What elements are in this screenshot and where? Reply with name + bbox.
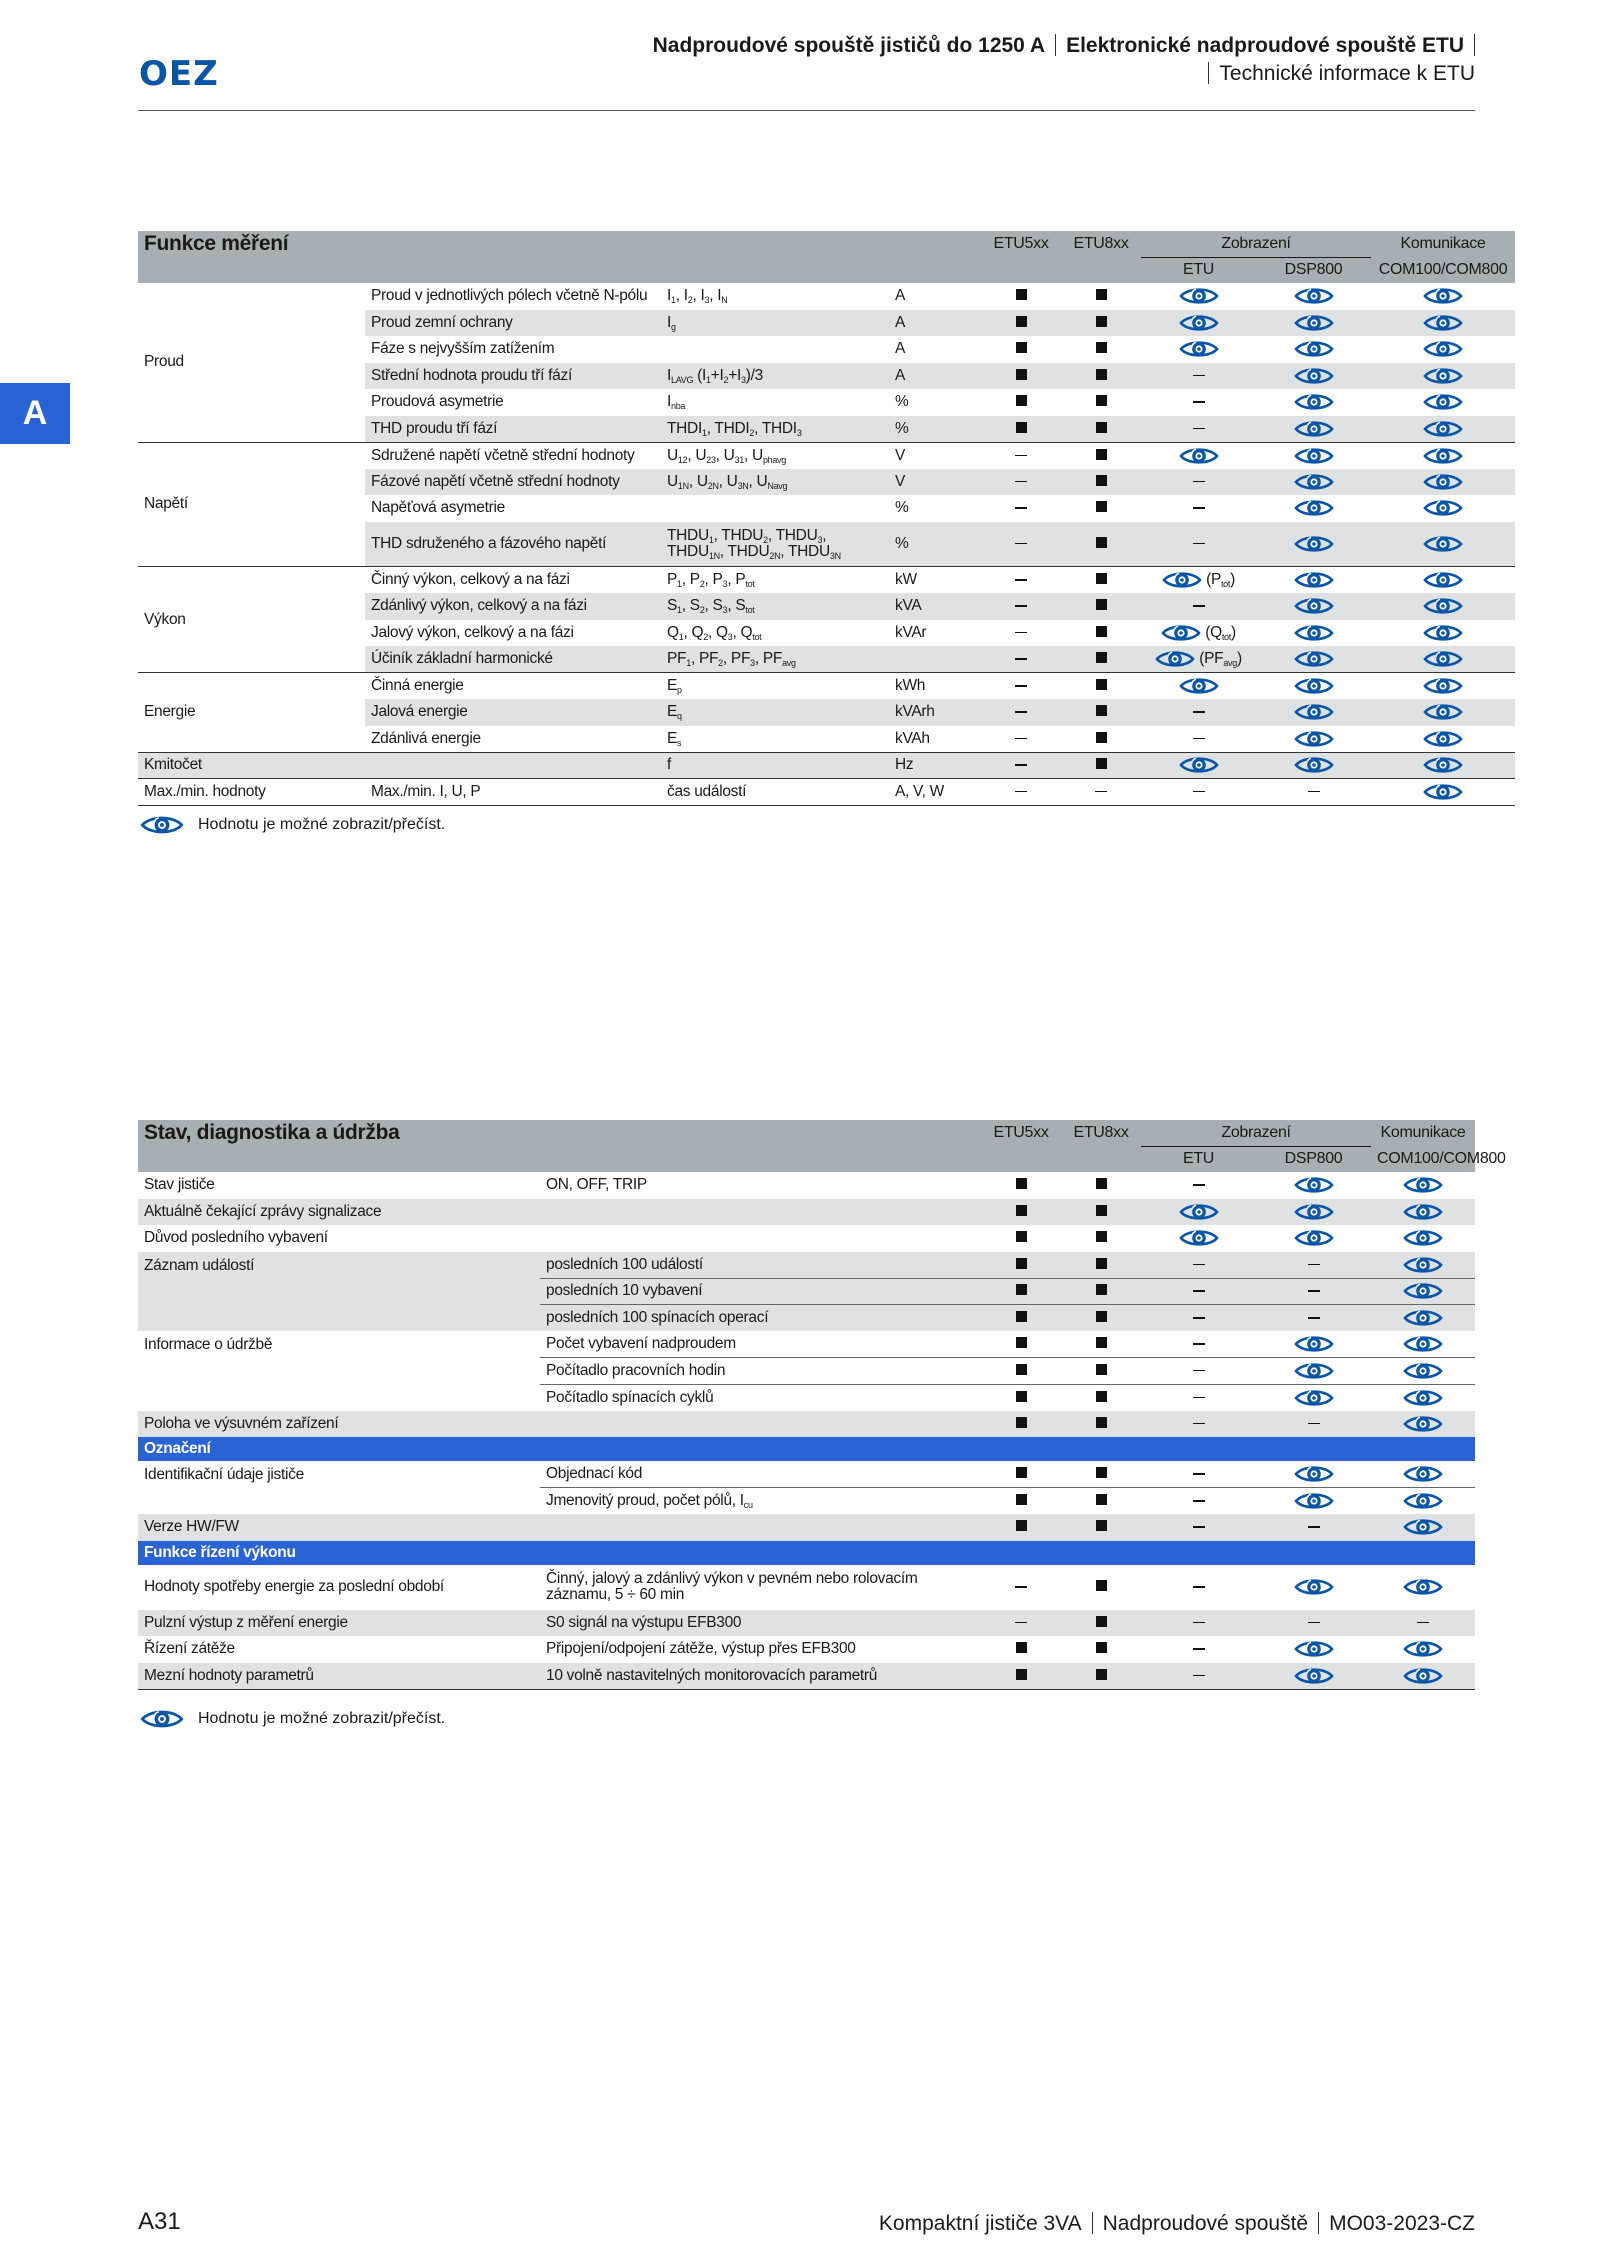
eye-icon	[1294, 728, 1334, 750]
header-title	[653, 34, 1475, 58]
square-icon	[1096, 449, 1107, 460]
eye-icon	[1423, 701, 1463, 723]
eye-icon	[1179, 312, 1219, 334]
square-icon	[1096, 705, 1107, 716]
square-icon	[1096, 758, 1107, 769]
table-row: Řízení zátěže Připojení/odpojení zátěže, výstup přes EFB300	[138, 1636, 1475, 1663]
eye-icon	[1294, 1490, 1334, 1512]
square-icon	[1096, 1494, 1107, 1505]
dash-icon	[1095, 791, 1107, 793]
square-icon	[1096, 1178, 1107, 1189]
dash-icon	[1015, 1586, 1027, 1588]
square-icon	[1096, 289, 1107, 300]
table-row: Hodnoty spotřeby energie za poslední období Činný, jalový a zdánlivý výkon v pevném nebo rolovacím záznamu, 5 ÷ 60 min	[138, 1565, 1475, 1610]
group-label: Proud	[138, 283, 365, 442]
section-title: Funkce řízení výkonu	[138, 1541, 1475, 1565]
dash-icon	[1308, 1423, 1320, 1425]
eye-icon	[1294, 648, 1334, 670]
dash-icon	[1015, 711, 1027, 713]
table-row: Zdánlivá energie $E_s$ kVAh	[138, 726, 1515, 753]
table-row: Proud zemní ochrany $I_g$ A	[138, 310, 1515, 337]
eye-icon	[1423, 569, 1463, 591]
eye-icon	[1423, 418, 1463, 440]
table-row: Jalová energie $E_q$ kVArh	[138, 699, 1515, 726]
table-row: Fázové napětí včetně střední hodnoty $U_{1N}$, $U_{2N}$, $U_{3N}$, $U_{Navg}$ V	[138, 469, 1515, 496]
eye-icon	[1403, 1201, 1443, 1223]
eye-icon	[1403, 1413, 1443, 1435]
eye-icon	[1423, 728, 1463, 750]
col-etu8: ETU8xx	[1061, 1120, 1141, 1146]
eye-icon	[1179, 285, 1219, 307]
dash-icon	[1193, 375, 1205, 377]
dash-icon	[1308, 791, 1320, 793]
square-icon	[1016, 1231, 1027, 1242]
eye-icon	[1423, 471, 1463, 493]
eye-icon	[1403, 1254, 1443, 1276]
dash-icon	[1193, 543, 1205, 545]
eye-icon	[1294, 569, 1334, 591]
dash-icon	[1193, 1526, 1205, 1528]
square-icon	[1016, 316, 1027, 327]
eye-icon	[1294, 497, 1334, 519]
square-icon	[1096, 501, 1107, 512]
eye-icon	[1294, 1201, 1334, 1223]
eye-icon	[1423, 445, 1463, 467]
dash-icon	[1193, 1370, 1205, 1372]
square-icon	[1016, 1669, 1027, 1680]
table-row: Počítadlo spínacích cyklů	[138, 1384, 1475, 1411]
square-icon	[1016, 342, 1027, 353]
dash-icon	[1015, 791, 1027, 793]
legend: Hodnotu je možné zobrazit/přečíst.	[140, 813, 445, 837]
square-icon	[1096, 679, 1107, 690]
square-icon	[1016, 1311, 1027, 1322]
square-icon	[1096, 626, 1107, 637]
table-row: Počítadlo pracovních hodin	[138, 1358, 1475, 1385]
table-row: Zdánlivý výkon, celkový a na fázi $S_1$, $S_2$, $S_3$, $S_{tot}$ kVA	[138, 593, 1515, 620]
section-row	[138, 1541, 1475, 1565]
dash-icon	[1193, 1184, 1205, 1186]
table-row: Výkon Činný výkon, celkový a na fázi $P_1$, $P_2$, $P_3$, $P_{tot}$ kW $(P_{tot})$	[138, 567, 1515, 594]
eye-icon	[1294, 622, 1334, 644]
square-icon	[1096, 1258, 1107, 1269]
eye-icon	[1294, 391, 1334, 413]
table-row: Mezní hodnoty parametrů 10 volně nastavitelných monitorovacích parametrů	[138, 1663, 1475, 1690]
table-row: Napětí Sdružené napětí včetně střední hodnoty $U_{12}$, $U_{23}$, $U_{31}$, $U_{phavg}$ V	[138, 442, 1515, 469]
eye-icon	[1423, 648, 1463, 670]
eye-icon	[140, 813, 184, 837]
section-title: Označení	[138, 1437, 1475, 1461]
dash-icon	[1193, 1290, 1205, 1292]
eye-icon	[1179, 675, 1219, 697]
dash-icon	[1193, 481, 1205, 483]
table-row: Proud Proud v jednotlivých pólech včetně N-pólu $I_1$, $I_2$, $I_3$, $I_N$ A	[138, 283, 1515, 310]
eye-icon	[1423, 595, 1463, 617]
eye-icon	[1294, 338, 1334, 360]
square-icon	[1096, 1364, 1107, 1375]
square-icon	[1016, 1417, 1027, 1428]
dash-icon	[1308, 1290, 1320, 1292]
dash-icon	[1193, 1397, 1205, 1399]
group-label: Energie	[138, 673, 365, 753]
eye-icon	[1294, 533, 1334, 555]
col-etu5: ETU5xx	[981, 231, 1061, 257]
square-icon	[1016, 1364, 1027, 1375]
table-row: Kmitočet f Hz	[138, 752, 1515, 779]
square-icon	[1096, 342, 1107, 353]
eye-icon	[1423, 285, 1463, 307]
dash-icon	[1015, 543, 1027, 545]
table-row: Max./min. hodnoty Max./min. I, U, P čas událostí A, V, W	[138, 779, 1515, 806]
eye-icon	[140, 1707, 184, 1731]
eye-icon	[1423, 338, 1463, 360]
group-label: Výkon	[138, 567, 365, 673]
eye-icon	[1423, 312, 1463, 334]
table-row: Důvod posledního vybavení	[138, 1225, 1475, 1252]
square-icon	[1096, 475, 1107, 486]
eye-icon	[1294, 754, 1334, 776]
table-row: Stav jističe ON, OFF, TRIP	[138, 1172, 1475, 1199]
dash-icon	[1015, 455, 1027, 457]
eye-icon	[1423, 391, 1463, 413]
square-icon	[1096, 395, 1107, 406]
dash-icon	[1015, 658, 1027, 660]
dash-icon	[1308, 1526, 1320, 1528]
col-display: Zobrazení	[1141, 231, 1371, 257]
square-icon	[1096, 422, 1107, 433]
eye-icon	[1294, 365, 1334, 387]
eye-icon	[1162, 569, 1202, 591]
square-icon	[1096, 1337, 1107, 1348]
square-icon	[1096, 1669, 1107, 1680]
table-row: Střední hodnota proudu tří fází $I_{LAVG}$ $(I_1+I_2+I_3)/3$ A	[138, 363, 1515, 390]
square-icon	[1096, 1417, 1107, 1428]
dash-icon	[1193, 791, 1205, 793]
eye-icon	[1294, 1227, 1334, 1249]
table-row: posledních 100 spínacích operací	[138, 1305, 1475, 1332]
eye-icon	[1294, 1174, 1334, 1196]
eye-icon	[1294, 701, 1334, 723]
square-icon	[1096, 1231, 1107, 1242]
table-row: posledních 10 vybavení	[138, 1278, 1475, 1305]
dash-icon	[1308, 1264, 1320, 1266]
measurement-functions-table	[138, 231, 1515, 806]
col-etu: ETU	[1141, 257, 1256, 283]
eye-icon	[1294, 285, 1334, 307]
table2-title: Stav, diagnostika a údržba	[138, 1120, 981, 1146]
table-row: Účiník základní harmonické $PF_1$, $PF_2$, $PF_3$, $PF_{avg}$ $(PF_{avg})$	[138, 646, 1515, 673]
square-icon	[1096, 1284, 1107, 1295]
dash-icon	[1193, 1500, 1205, 1502]
square-icon	[1096, 1311, 1107, 1322]
section-tab: A	[0, 383, 70, 444]
eye-icon	[1403, 1307, 1443, 1329]
dash-icon	[1193, 1622, 1205, 1624]
eye-icon	[1403, 1576, 1443, 1598]
dash-icon	[1193, 401, 1205, 403]
eye-icon	[1294, 1360, 1334, 1382]
eye-icon	[1294, 1387, 1334, 1409]
footer-info: Kompaktní jističe 3VA Nadproudové spouště MO03-2023-CZ	[878, 2212, 1475, 2235]
eye-icon	[1179, 754, 1219, 776]
dash-icon	[1193, 1648, 1205, 1650]
square-icon	[1016, 1178, 1027, 1189]
square-icon	[1096, 1520, 1107, 1531]
eye-icon	[1294, 1463, 1334, 1485]
dash-icon	[1193, 711, 1205, 713]
square-icon	[1096, 1391, 1107, 1402]
eye-icon	[1294, 595, 1334, 617]
eye-icon	[1294, 1638, 1334, 1660]
dash-icon	[1193, 1343, 1205, 1345]
dash-icon	[1417, 1622, 1429, 1624]
dash-icon	[1193, 507, 1205, 509]
table-row: Verze HW/FW	[138, 1514, 1475, 1541]
eye-icon	[1403, 1490, 1443, 1512]
square-icon	[1096, 1580, 1107, 1591]
square-icon	[1016, 1284, 1027, 1295]
dash-icon	[1193, 1586, 1205, 1588]
square-icon	[1016, 289, 1027, 300]
square-icon	[1016, 1520, 1027, 1531]
square-icon	[1096, 599, 1107, 610]
col-com: COM100/COM800	[1371, 257, 1515, 283]
square-icon	[1016, 395, 1027, 406]
oez-logo: OEZ	[139, 54, 219, 94]
dash-icon	[1193, 1317, 1205, 1319]
square-icon	[1016, 1467, 1027, 1478]
table-row: Jmenovitý proud, počet pólů, $I_{cu}$	[138, 1488, 1475, 1515]
dash-icon	[1193, 428, 1205, 430]
table-row: Energie Činná energie $E_p$ kWh	[138, 673, 1515, 700]
eye-icon	[1294, 312, 1334, 334]
eye-icon	[1423, 497, 1463, 519]
section-row	[138, 1437, 1475, 1461]
eye-icon	[1423, 622, 1463, 644]
col-comm: Komunikace	[1371, 1120, 1475, 1146]
eye-icon	[1179, 338, 1219, 360]
col-dsp: DSP800	[1256, 257, 1371, 283]
dash-icon	[1015, 507, 1027, 509]
square-icon	[1096, 573, 1107, 584]
dash-icon	[1193, 1473, 1205, 1475]
eye-icon	[1294, 418, 1334, 440]
legend: Hodnotu je možné zobrazit/přečíst.	[140, 1707, 445, 1731]
square-icon	[1096, 369, 1107, 380]
square-icon	[1016, 1494, 1027, 1505]
eye-icon	[1179, 1201, 1219, 1223]
header-subtitle: Technické informace k ETU	[1208, 62, 1475, 86]
square-icon	[1016, 1642, 1027, 1653]
dash-icon	[1015, 764, 1027, 766]
square-icon	[1096, 1467, 1107, 1478]
header-title-part1: Nadproudové spouště jističů do 1250 A	[652, 34, 1046, 57]
eye-icon	[1403, 1638, 1443, 1660]
dash-icon	[1193, 1675, 1205, 1677]
table-row: Proudová asymetrie $I_{nba}$ %	[138, 389, 1515, 416]
square-icon	[1096, 652, 1107, 663]
table-row: Napěťová asymetrie %	[138, 495, 1515, 522]
dash-icon	[1015, 738, 1027, 740]
dash-icon	[1308, 1622, 1320, 1624]
col-display: Zobrazení	[1141, 1120, 1371, 1146]
dash-icon	[1015, 632, 1027, 634]
eye-icon	[1423, 781, 1463, 803]
dash-icon	[1193, 1264, 1205, 1266]
dash-icon	[1015, 605, 1027, 607]
eye-icon	[1294, 1665, 1334, 1687]
table-row: Aktuálně čekající zprávy signalizace	[138, 1199, 1475, 1226]
dash-icon	[1193, 738, 1205, 740]
table-row: THD sdruženého a fázového napětí $THDU_1$, $THDU_2$, $THDU_3$, $THDU_{1N}$, $THDU_{2N}$, $THDU_{3N}$ %	[138, 522, 1515, 567]
dash-icon	[1308, 1317, 1320, 1319]
eye-icon	[1294, 445, 1334, 467]
eye-icon	[1403, 1333, 1443, 1355]
dash-icon	[1015, 579, 1027, 581]
col-com: COM100/COM800	[1371, 1146, 1475, 1172]
eye-icon	[1423, 365, 1463, 387]
square-icon	[1016, 1337, 1027, 1348]
table-row: Informace o údržbě Počet vybavení nadproudem	[138, 1331, 1475, 1358]
group-label: Napětí	[138, 442, 365, 567]
status-diagnostics-table	[138, 1120, 1506, 1690]
eye-icon	[1403, 1516, 1443, 1538]
eye-icon	[1294, 1576, 1334, 1598]
eye-icon	[1403, 1463, 1443, 1485]
eye-icon	[1423, 754, 1463, 776]
eye-icon	[1423, 533, 1463, 555]
eye-icon	[1161, 622, 1201, 644]
header-title-part2: Elektronické nadproudové spouště ETU	[1066, 34, 1464, 57]
eye-icon	[1294, 675, 1334, 697]
eye-icon	[1179, 1227, 1219, 1249]
square-icon	[1016, 369, 1027, 380]
col-etu5: ETU5xx	[981, 1120, 1061, 1146]
square-icon	[1096, 1205, 1107, 1216]
eye-icon	[1294, 1333, 1334, 1355]
table1-title: Funkce měření	[138, 231, 981, 257]
table-row: THD proudu tří fází $THDI_1$, $THDI_2$, $THDI_3$ %	[138, 416, 1515, 443]
eye-icon	[1403, 1280, 1443, 1302]
eye-icon	[1403, 1360, 1443, 1382]
eye-icon	[1155, 648, 1195, 670]
square-icon	[1016, 422, 1027, 433]
eye-icon	[1403, 1227, 1443, 1249]
eye-icon	[1423, 675, 1463, 697]
square-icon	[1096, 316, 1107, 327]
dash-icon	[1015, 685, 1027, 687]
eye-icon	[1403, 1174, 1443, 1196]
square-icon	[1096, 537, 1107, 548]
dash-icon	[1015, 1622, 1027, 1624]
square-icon	[1016, 1205, 1027, 1216]
square-icon	[1096, 1616, 1107, 1627]
table-row: Záznam událostí posledních 100 událostí	[138, 1252, 1475, 1279]
square-icon	[1096, 1642, 1107, 1653]
dash-icon	[1015, 481, 1027, 483]
eye-icon	[1179, 445, 1219, 467]
table-row: Fáze s nejvyšším zatížením A	[138, 336, 1515, 363]
table-row: Jalový výkon, celkový a na fázi $Q_1$, $Q_2$, $Q_3$, $Q_{tot}$ kVAr $(Q_{tot})$	[138, 620, 1515, 647]
eye-icon	[1403, 1387, 1443, 1409]
col-comm: Komunikace	[1371, 231, 1515, 257]
dash-icon	[1193, 1423, 1205, 1425]
dash-icon	[1193, 605, 1205, 607]
table-row: Pulzní výstup z měření energie S0 signál na výstupu EFB300	[138, 1610, 1475, 1637]
col-dsp: DSP800	[1256, 1146, 1371, 1172]
page-number: A31	[138, 2208, 181, 2235]
square-icon	[1016, 1258, 1027, 1269]
square-icon	[1016, 1391, 1027, 1402]
col-etu8: ETU8xx	[1061, 231, 1141, 257]
col-etu: ETU	[1141, 1146, 1256, 1172]
eye-icon	[1294, 471, 1334, 493]
eye-icon	[1403, 1665, 1443, 1687]
table-row: Identifikační údaje jističe Objednací kód	[138, 1461, 1475, 1488]
header-rule	[138, 110, 1475, 111]
square-icon	[1096, 732, 1107, 743]
table-row: Poloha ve výsuvném zařízení	[138, 1411, 1475, 1438]
